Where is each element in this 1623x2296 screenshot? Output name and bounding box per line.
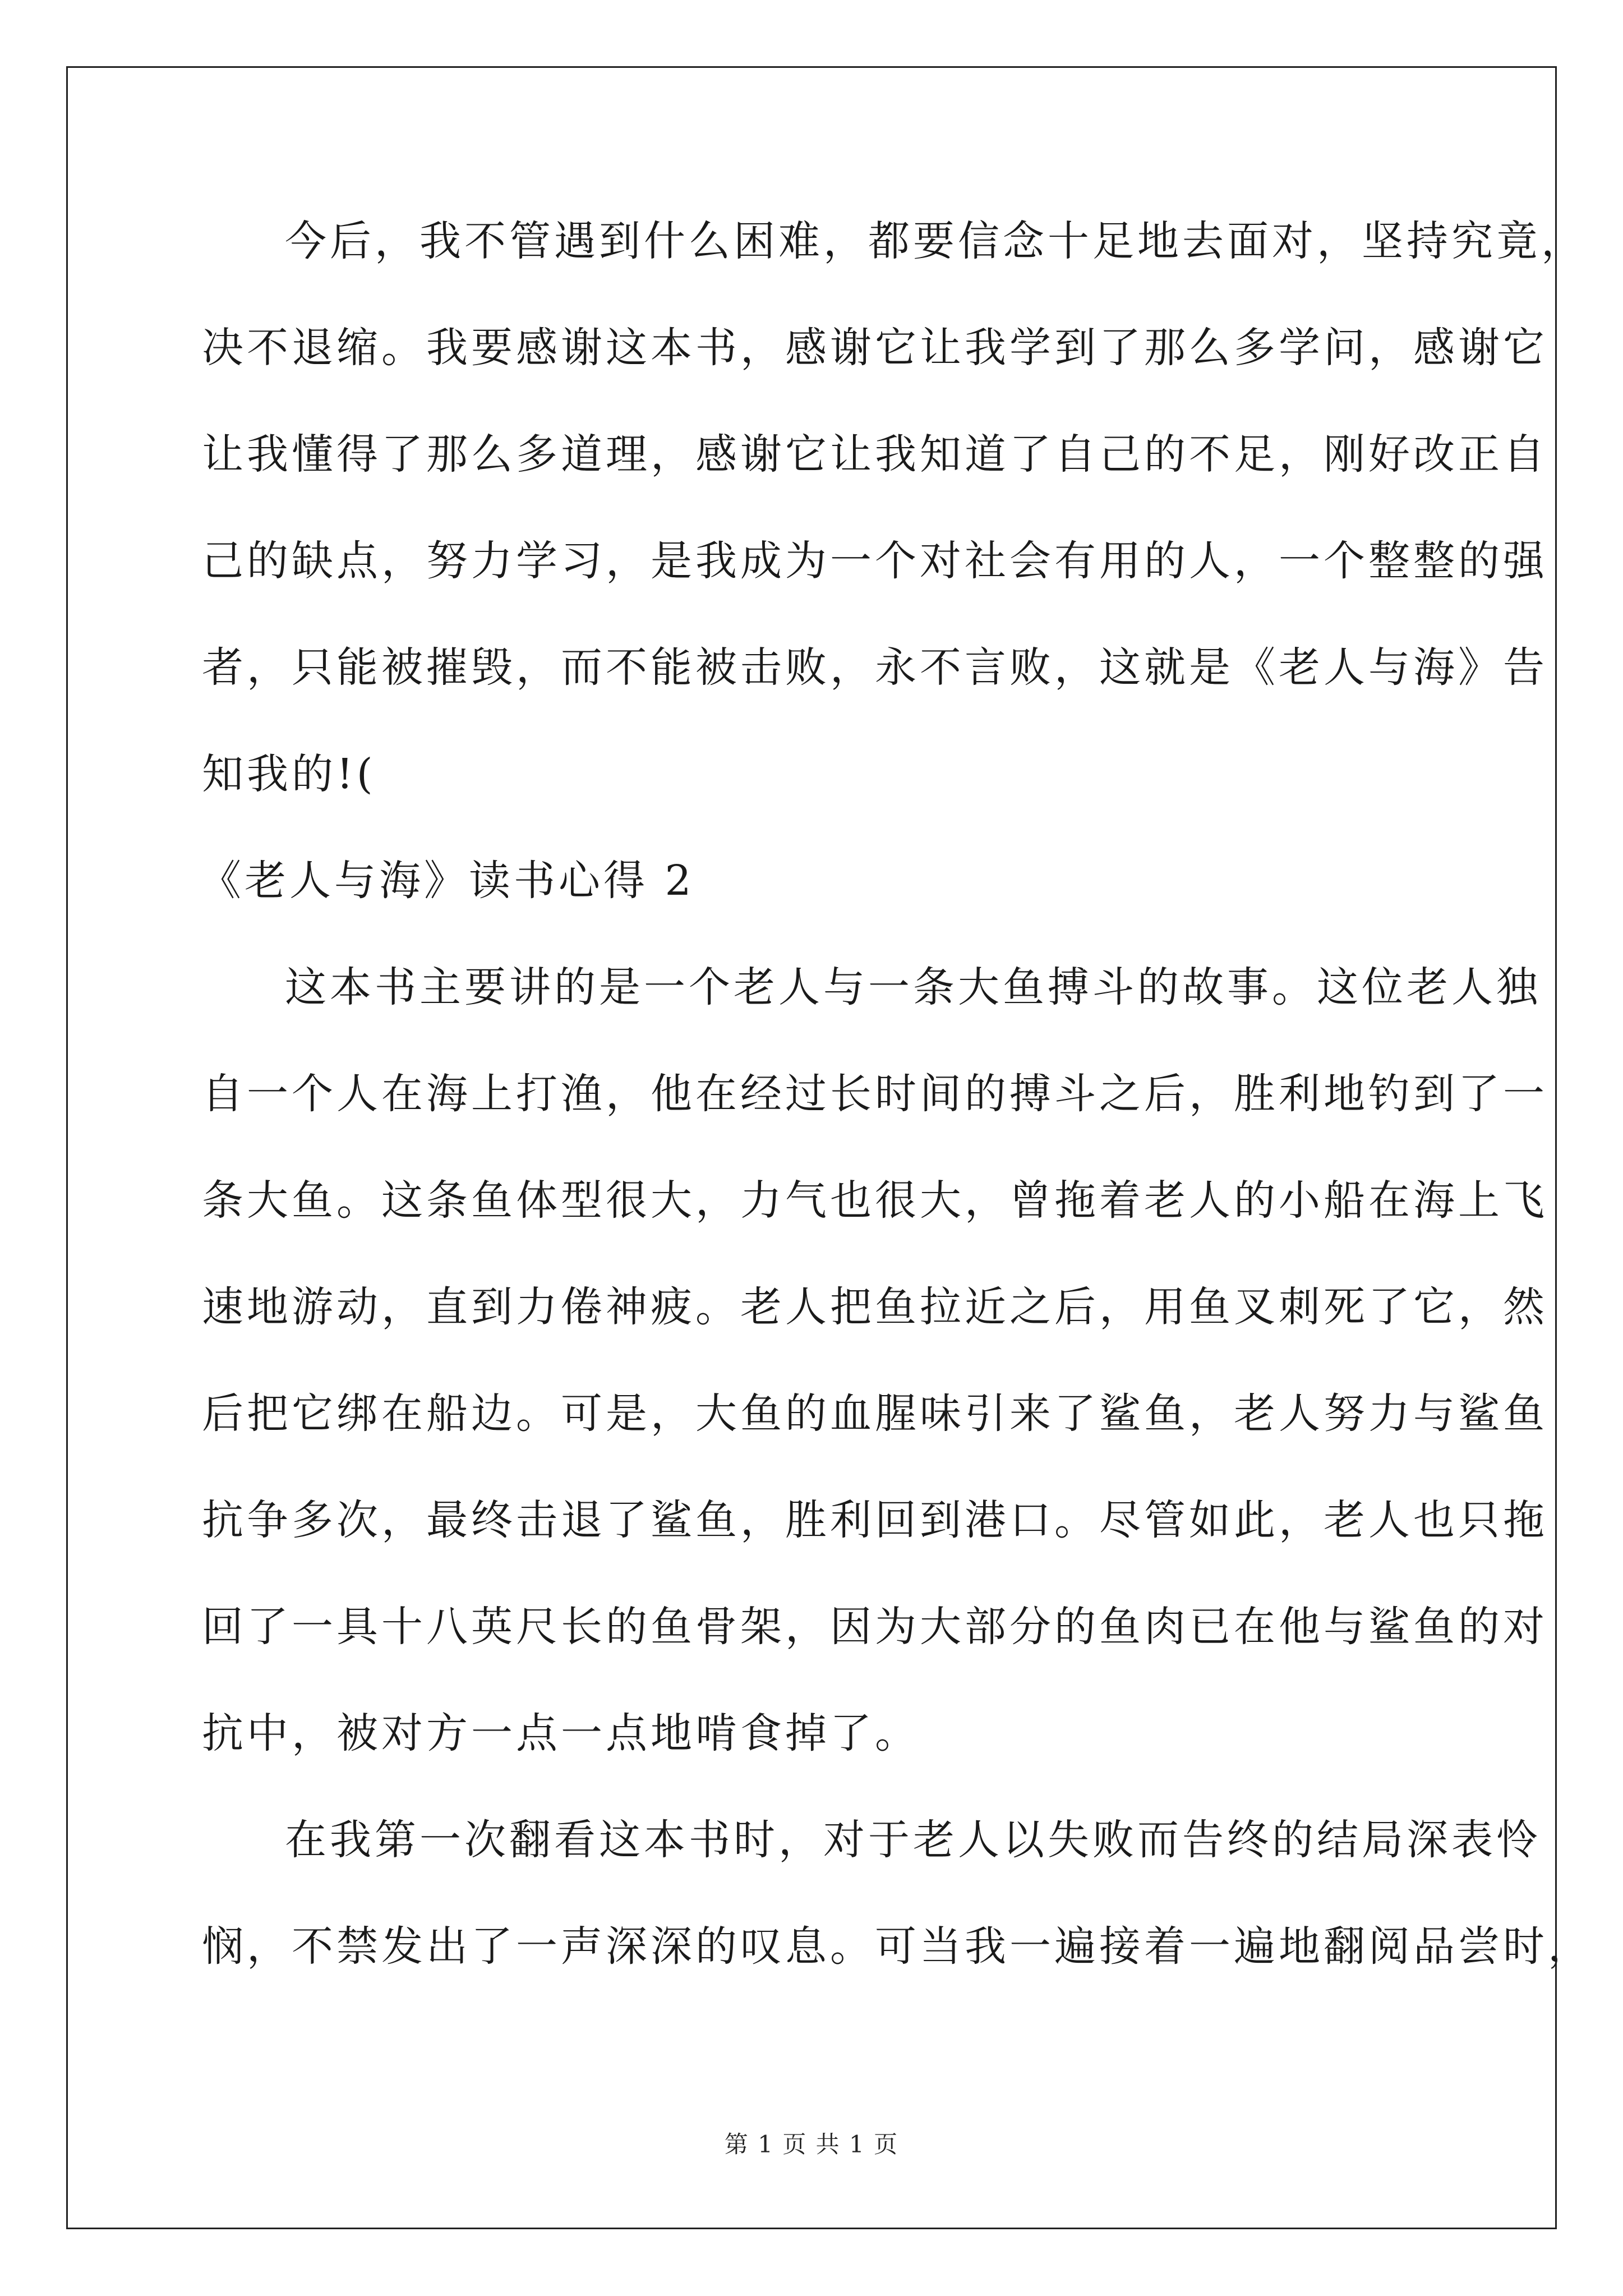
paragraph-2-line-8: 抗中，被对方一点一点地啃食掉了。 (202, 1709, 920, 1757)
paragraph-1-line-1: 今后，我不管遇到什么困难，都要信念十足地去面对，坚持究竟， (285, 217, 1586, 265)
paragraph-2-line-5: 后把它绑在船边。可是，大鱼的血腥味引来了鲨鱼，老人努力与鲨鱼 (202, 1389, 1548, 1438)
paragraph-2-line-3: 条大鱼。这条鱼体型很大，力气也很大，曾拖着老人的小船在海上飞 (202, 1176, 1548, 1225)
page-number-footer: 第 1 页 共 1 页 (724, 2131, 899, 2158)
paragraph-1-line-6: 知我的!( (202, 750, 376, 798)
section-heading: 《老人与海》读书心得 2 (200, 857, 695, 905)
paragraph-1-line-5: 者，只能被摧毁，而不能被击败，永不言败，这就是《老人与海》告 (202, 643, 1548, 692)
paragraph-1-line-3: 让我懂得了那么多道理，感谢它让我知道了自己的不足，刚好改正自 (202, 430, 1548, 478)
paragraph-1-line-4: 己的缺点，努力学习，是我成为一个对社会有用的人，一个整整的强 (202, 537, 1548, 585)
paragraph-3-line-2: 悯，不禁发出了一声深深的叹息。可当我一遍接着一遍地翻阅品尝时， (202, 1922, 1593, 1971)
paragraph-2-line-2: 自一个人在海上打渔，他在经过长时间的搏斗之后，胜利地钓到了一 (202, 1070, 1548, 1118)
paragraph-2-line-7: 回了一具十八英尺长的鱼骨架，因为大部分的鱼肉已在他与鲨鱼的对 (202, 1603, 1548, 1651)
paragraph-2-line-4: 速地游动，直到力倦神疲。老人把鱼拉近之后，用鱼叉刺死了它，然 (202, 1283, 1548, 1331)
page-border (66, 66, 1593, 2229)
paragraph-3-line-1: 在我第一次翻看这本书时，对于老人以失败而告终的结局深表怜 (285, 1816, 1541, 1864)
paragraph-1-line-2: 决不退缩。我要感谢这本书，感谢它让我学到了那么多学问，感谢它 (202, 324, 1548, 372)
paragraph-2-line-1: 这本书主要讲的是一个老人与一条大鱼搏斗的故事。这位老人独 (285, 963, 1541, 1011)
paragraph-2-line-6: 抗争多次，最终击退了鲨鱼，胜利回到港口。尽管如此，老人也只拖 (202, 1496, 1548, 1544)
